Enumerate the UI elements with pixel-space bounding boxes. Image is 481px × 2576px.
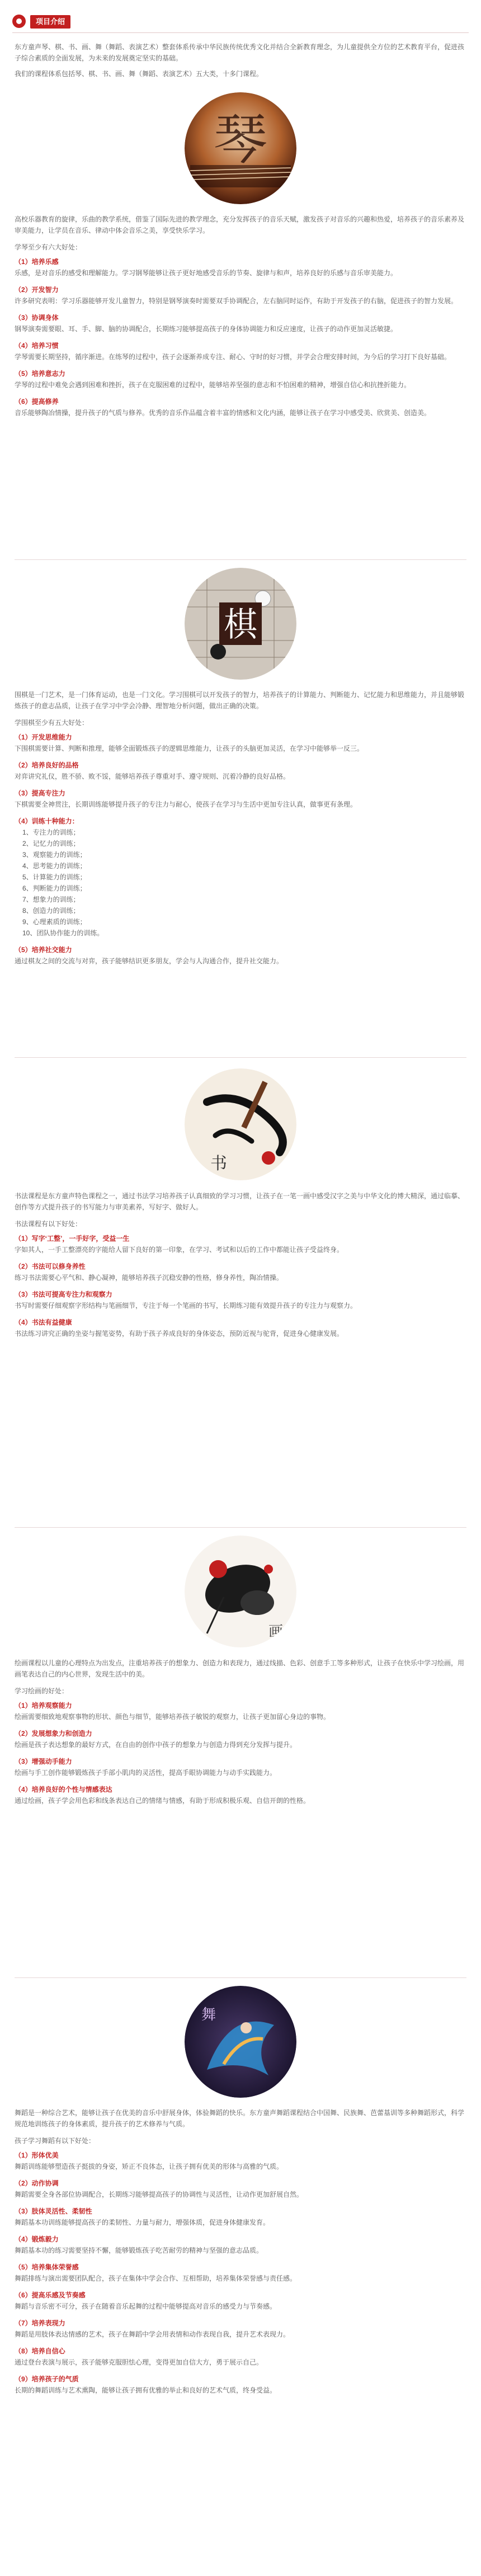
intro-summary: 我们的课程体系包括琴、棋、书、画、舞（舞蹈、表演艺术）五大类，十多门课程。 (15, 70, 263, 78)
wu-item (15, 2374, 466, 2396)
shu-item-text: 书法练习讲究正确的坐姿与握笔姿势，有助于孩子养成良好的身体姿态，预防近视与驼背，促进身心健康发展。 (15, 1330, 344, 1338)
qin-item-heading: （3）协调身体 (15, 314, 59, 322)
shu-item-text: 练习书法需要心平气和、静心凝神，能够培养孩子沉稳安静的性格，修身养性，陶冶情操。 (15, 1274, 284, 1282)
ability-item: 4、思考能力的训练； (22, 862, 87, 870)
shu-item-text: 书写时需要仔细观察字形结构与笔画细节，专注于每一个笔画的书写，长期练习能有效提升孩子的专注力与观察力。 (15, 1302, 357, 1310)
wu-image (185, 1986, 296, 2098)
wu-item (15, 2178, 466, 2200)
qin-item-heading: （2）开发智力 (15, 286, 59, 294)
wu-item-heading: （7）培养表现力 (15, 2319, 65, 2327)
shu-item-heading: （1）写字‘工整’，一手好字，受益一生 (15, 1235, 130, 1242)
hua-item-heading: （1）培养观察能力 (15, 1702, 72, 1710)
wu-item (15, 2150, 466, 2172)
shu-item (15, 1289, 466, 1311)
qi-item-text: 通过棋友之间的交流与对弈，孩子能够结识更多朋友，学会与人沟通合作，提升社交能力。 (15, 957, 284, 965)
ability-item: 7、想象力的训练； (22, 896, 80, 903)
qi-item (15, 788, 466, 810)
ability-item: 2、记忆力的训练； (22, 840, 80, 847)
wu-item-text: 舞蹈基本功的练习需要坚持不懈，能够锻炼孩子吃苦耐劳的精神与坚强的意志品质。 (15, 2247, 263, 2254)
ability-item: 6、判断能力的训练； (22, 884, 87, 892)
wu-lead: 孩子学习舞蹈有以下好处： (15, 2137, 96, 2145)
qi-badge: 棋 (224, 605, 257, 644)
qi-item (15, 944, 466, 967)
shu-item-heading: （2）书法可以修身养性 (15, 1263, 86, 1270)
shu-image (185, 1068, 296, 1180)
qi-lead: 学围棋至少有五大好处： (15, 719, 89, 727)
wu-item (15, 2234, 466, 2256)
hua-item (15, 1784, 466, 1806)
wu-section (15, 2107, 466, 2401)
qin-item (15, 368, 466, 390)
qi-item-text: 下棋需要全神贯注，长期训练能够提升孩子的专注力与耐心，使孩子在学习与生活中更加专注认真，做事更有条理。 (15, 800, 357, 808)
hua-item-heading: （2）发展想象力和创造力 (15, 1730, 92, 1737)
wu-item-text: 舞蹈是用肢体表达情感的艺术，孩子在舞蹈中学会用表情和动作表现自我，提升艺术表现力。 (15, 2330, 290, 2338)
section-header (12, 10, 469, 33)
qi-item-heading: （2）培养良好的品格 (15, 761, 79, 769)
shu-item-heading: （4）书法有益健康 (15, 1318, 72, 1326)
ability-item: 9、心理素质的训练； (22, 918, 87, 926)
hua-item-heading: （4）培养良好的个性与情感表达 (15, 1786, 112, 1793)
qin-item-text: 学琴需要长期坚持，循序渐进。在练琴的过程中，孩子会逐渐养成专注、耐心、守时的好习惯，并学会合理安排时间，为今后的学习打下良好基础。 (15, 353, 451, 361)
hua-item-heading: （3）增强动手能力 (15, 1758, 72, 1765)
ability-item: 3、观察能力的训练； (22, 851, 87, 859)
qin-item-heading: （4）培养习惯 (15, 342, 59, 350)
hua-lead: 学习绘画的好处： (15, 1687, 69, 1695)
header-title: 项目介绍 (30, 15, 70, 29)
wu-item-text: 通过登台表演与展示，孩子能够克服胆怯心理，变得更加自信大方，勇于展示自己。 (15, 2358, 263, 2366)
qi-item (15, 732, 466, 754)
wu-item-heading: （3）肢体灵活性、柔韧性 (15, 2207, 92, 2215)
hua-item-text: 绘画与手工创作能够锻炼孩子手部小肌肉的灵活性，提高手眼协调能力与动手实践能力。 (15, 1769, 277, 1777)
qi-item-text: 对弈讲究礼仪，胜不骄、败不馁，能够培养孩子尊重对手、遵守规则、沉着冷静的良好品格。 (15, 773, 290, 780)
ability-item: 5、计算能力的训练； (22, 873, 87, 881)
hua-desc: 绘画课程以儿童的心理特点为出发点，注重培养孩子的想象力、创造力和表现力，通过线描、色彩、创意手工等多种形式，让孩子在快乐中学习绘画，用画笔表达自己的内心世界，发现生活中的美。 (15, 1659, 465, 1678)
qin-badge: 琴 (214, 109, 267, 171)
qin-lead: 学琴至少有六大好处： (15, 243, 82, 251)
hua-image (185, 1536, 296, 1647)
shu-desc: 书法课程是东方童声特色课程之一，通过书法学习培养孩子认真细致的学习习惯，让孩子在一笔一画中感受汉字之美与中华文化的博大精深，通过临摹、创作等方式提升孩子的书写能力与审美素养，写好字、做好人。 (15, 1192, 465, 1211)
qi-item-heading: （3）提高专注力 (15, 789, 65, 797)
shu-item (15, 1261, 466, 1283)
wu-item-text: 舞蹈基本功训练能够提高孩子的柔韧性、力量与耐力，增强体质，促进身体健康发育。 (15, 2219, 270, 2226)
wu-item-heading: （2）动作协调 (15, 2179, 59, 2187)
shu-item (15, 1233, 466, 1255)
qin-image (185, 92, 296, 204)
divider (15, 1057, 466, 1058)
qi-image (185, 568, 296, 680)
hua-item (15, 1728, 466, 1750)
wu-item-heading: （5）培养集体荣誉感 (15, 2263, 79, 2271)
wu-item (15, 2346, 466, 2368)
wu-item-text: 舞蹈需要全身各部位协调配合，长期练习能够提高孩子的协调性与灵活性，让动作更加舒展自然。 (15, 2191, 304, 2198)
wu-badge: 舞 (201, 2007, 216, 2023)
shu-item-heading: （3）书法可提高专注力和观察力 (15, 1291, 112, 1298)
qin-item-heading: （6）提高修养 (15, 398, 59, 406)
qi-ability-list (15, 827, 466, 939)
divider (15, 1977, 466, 1978)
qin-item (15, 396, 466, 418)
qin-item-text: 音乐能够陶冶情操，提升孩子的气质与修养。优秀的音乐作品蕴含着丰富的情感和文化内涵，能够让孩子在学习中感受美、欣赏美、创造美。 (15, 409, 431, 417)
header-circle-icon (12, 15, 26, 28)
qi-item (15, 760, 466, 782)
hua-item-text: 绘画需要细致地观察事物的形状、颜色与细节，能够培养孩子敏锐的观察力，让孩子更加留心身边的事物。 (15, 1713, 331, 1721)
ability-item: 10、团队协作能力的训练。 (22, 929, 104, 937)
wu-item (15, 2262, 466, 2284)
qi-ability-group (15, 816, 466, 939)
qin-item-heading: （1）培养乐感 (15, 258, 59, 266)
qi-item-heading: （1）开发思维能力 (15, 733, 72, 741)
wu-item-text: 长期的舞蹈训练与艺术熏陶，能够让孩子拥有优雅的举止和良好的艺术气质，终身受益。 (15, 2386, 277, 2394)
qi-desc: 围棋是一门艺术，是一门体育运动，也是一门文化。学习围棋可以开发孩子的智力，培养孩子的计算能力、判断能力、记忆能力和思维能力，并且能够锻炼孩子的意志品质，让孩子在学习中学会冷静、理智地分析问题，做出正确的决策。 (15, 691, 465, 710)
qin-item (15, 340, 466, 362)
wu-item-heading: （8）培养自信心 (15, 2347, 65, 2355)
wu-item-heading: （6）提高乐感及节奏感 (15, 2291, 86, 2299)
hua-badge: 画 (268, 1623, 284, 1640)
wu-item-heading: （4）锻炼毅力 (15, 2235, 59, 2243)
shu-lead: 书法课程有以下好处： (15, 1220, 82, 1228)
intro-paragraph: 东方童声琴、棋、书、画、舞（舞蹈、表演艺术）整套体系传承中华民族传统优秀文化并结合全新教育理念，为儿童提供全方位的艺术教育平台，促进孩子综合素质的全面发展，为未来的发展奠定坚实的基础。 (15, 43, 465, 62)
qin-item (15, 312, 466, 335)
qin-item (15, 284, 466, 307)
wu-item (15, 2318, 466, 2340)
qin-item-text: 钢琴演奏需要眼、耳、手、脚、脑的协调配合，长期练习能够提高孩子的身体协调能力和反应速度，让孩子的动作更加灵活敏捷。 (15, 325, 398, 333)
qin-desc: 高校乐器教育的旋律，乐曲的教学系统，借鉴了国际先进的教学理念，充分发挥孩子的音乐天赋，激发孩子对音乐的兴趣和热爱，培养孩子的音乐素养及审美能力，让学员在音乐、律动中体会音乐之美，享受快乐学习。 (15, 215, 465, 234)
wu-item-heading: （9）培养孩子的气质 (15, 2375, 79, 2383)
shu-section (15, 1190, 466, 1345)
qin-item (15, 256, 466, 279)
wu-item-heading: （1）形体优美 (15, 2151, 59, 2159)
wu-desc: 舞蹈是一种综合艺术，能够让孩子在优美的音乐中舒展身体，体验舞蹈的快乐。东方童声舞蹈课程结合中国舞、民族舞、芭蕾基训等多种舞蹈形式，科学规范地训练孩子的身体素质，提升孩子的艺术修养与气质。 (15, 2109, 465, 2128)
qi-item-text: 下围棋需要计算、判断和推理，能够全面锻炼孩子的逻辑思维能力，让孩子的头脑更加灵活，在学习中能够举一反三。 (15, 745, 364, 752)
wu-item (15, 2290, 466, 2312)
hua-item-text: 通过绘画，孩子学会用色彩和线条表达自己的情绪与情感，有助于形成积极乐观、自信开朗的性格。 (15, 1797, 310, 1805)
divider (15, 559, 466, 560)
qi-item-heading: （5）培养社交能力 (15, 946, 72, 954)
qi-section (15, 689, 466, 972)
shu-item (15, 1317, 466, 1339)
wu-item (15, 2206, 466, 2228)
wu-item-text: 舞蹈与音乐密不可分，孩子在随着音乐起舞的过程中能够提高对音乐的感受力与节奏感。 (15, 2302, 277, 2310)
qin-item-text: 学琴的过程中难免会遇到困难和挫折，孩子在克服困难的过程中，能够培养坚强的意志和不怕困难的精神，增强自信心和抗挫折能力。 (15, 381, 411, 389)
qin-item-text: 乐感，是对音乐的感受和理解能力。学习钢琴能够让孩子更好地感受音乐的节奏、旋律与和声，培养良好的乐感与音乐审美能力。 (15, 269, 398, 277)
wu-item-text: 舞蹈训练能够塑造孩子挺拔的身姿，矫正不良体态，让孩子拥有优美的形体与高雅的气质。 (15, 2163, 284, 2170)
qin-section (15, 214, 466, 424)
hua-item (15, 1700, 466, 1722)
hua-item (15, 1756, 466, 1778)
shu-item-text: 字如其人，一手工整漂亮的字能给人留下良好的第一印象，在学习、考试和以后的工作中都能让孩子受益终身。 (15, 1246, 344, 1254)
ability-item: 1、专注力的训练； (22, 828, 80, 836)
shu-badge: 书 (210, 1154, 227, 1174)
qi-ability-heading: （4）训练十种能力： (15, 817, 79, 825)
hua-section (15, 1657, 466, 1812)
wu-item-text: 舞蹈排练与演出需要团队配合，孩子在集体中学会合作、互相帮助，培养集体荣誉感与责任感。 (15, 2274, 297, 2282)
ability-item: 8、创造力的训练； (22, 907, 80, 915)
hua-item-text: 绘画是孩子表达想象的最好方式，在自由的创作中孩子的想象力与创造力得到充分发挥与提升。 (15, 1741, 297, 1749)
divider (15, 1527, 466, 1528)
qin-item-heading: （5）培养意志力 (15, 370, 65, 378)
qin-item-text: 许多研究表明：学习乐器能够开发儿童智力，特别是钢琴演奏时需要双手协调配合，左右脑同时运作，有助于开发孩子的右脑，促进孩子的智力发展。 (15, 297, 458, 305)
